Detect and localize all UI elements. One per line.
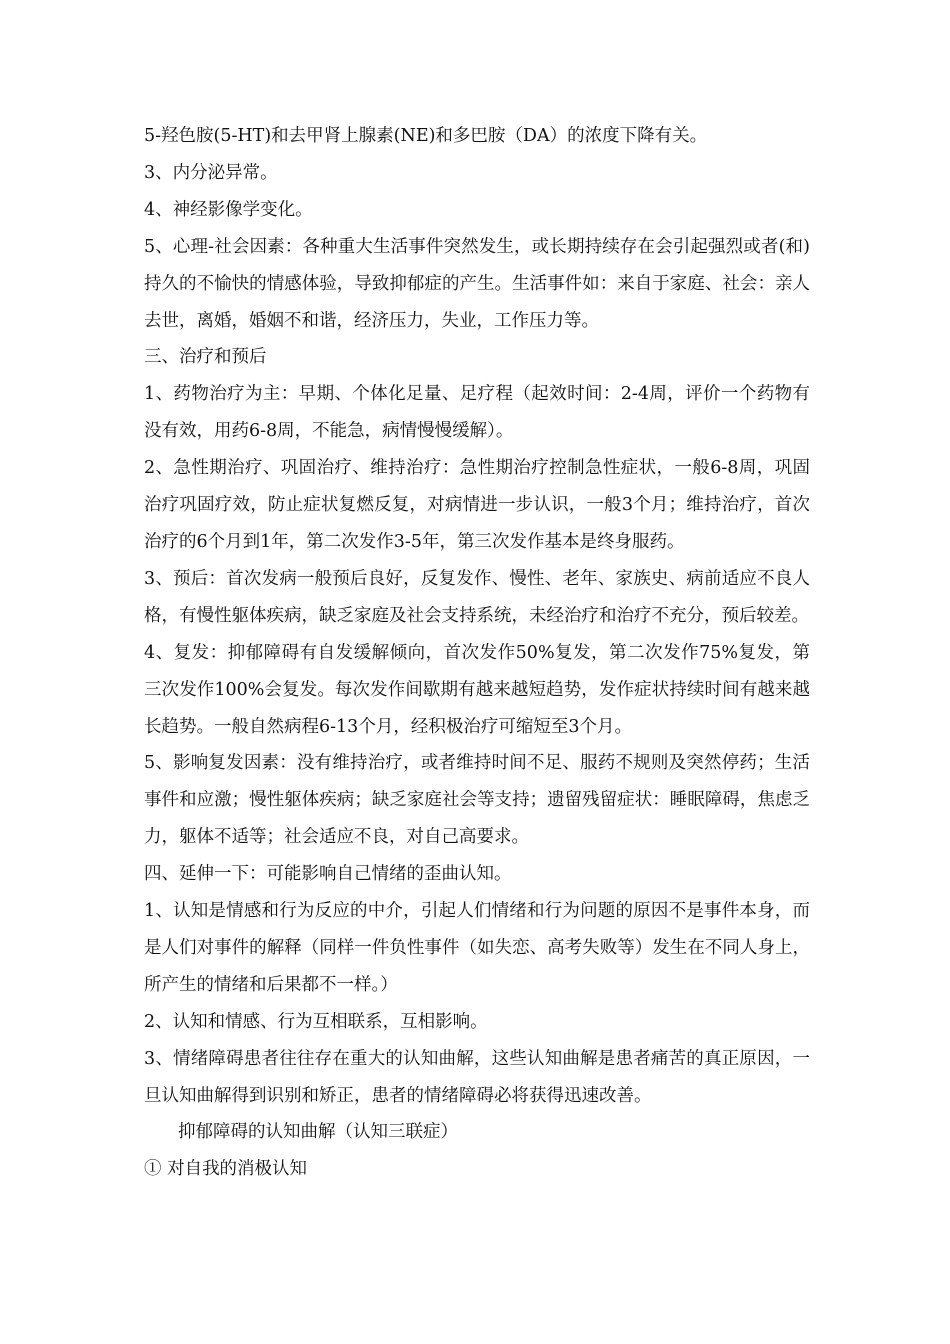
paragraph-cognition-links: 2、认知和情感、行为互相联系，互相影响。 bbox=[144, 1011, 488, 1032]
subheading-cognitive-triad: 抑郁障碍的认知曲解（认知三联症） bbox=[178, 1122, 458, 1143]
paragraph-prognosis: 3、预后：首次发病一般预后良好，反复发作、慢性、老年、家族史、病前适应不良人格，有慢性躯体疾病，缺乏家庭及社会支持系统，未经治疗和治疗不充分，预后较差。 bbox=[144, 568, 810, 626]
document-page bbox=[144, 118, 810, 1188]
section-heading-treatment: 三、治疗和预后 bbox=[144, 347, 267, 368]
paragraph-relapse: 4、复发：抑郁障碍有自发缓解倾向，首次发作50%复发，第二次发作75%复发，第三次发作100%会复发。每次发作间歇期有越来越短趋势，发作症状持续时间有越来越长趋势。一般自然病程6-13个月，经积极治疗可缩短至3个月。 bbox=[144, 642, 810, 737]
paragraph-neurotransmitters: 5-羟色胺(5-HT)和去甲肾上腺素(NE)和多巴胺（DA）的浓度下降有关。 bbox=[144, 126, 708, 146]
section-heading-cognition: 四、延伸一下：可能影响自己情绪的歪曲认知。 bbox=[144, 864, 512, 885]
paragraph-cognition-mediator: 1、认知是情感和行为反应的中介，引起人们情绪和行为问题的原因不是事件本身，而是人们对事件的解释（同样一件负性事件（如失恋、高考失败等）发生在不同人身上，所产生的情绪和后果都不一样。） bbox=[144, 901, 810, 995]
paragraph-treatment-phases: 2、急性期治疗、巩固治疗、维持治疗：急性期治疗控制急性症状，一般6-8周，巩固治疗巩固疗效，防止症状复燃反复，对病情进一步认识，一般3个月；维持治疗，首次治疗的6个月到1年，第二次发作3-5年，第三次发作基本是终身服药。 bbox=[144, 458, 810, 552]
paragraph-drug-therapy: 1、药物治疗为主：早期、个体化足量、足疗程（起效时间：2-4周，评价一个药物有没有效，用药6-8周，不能急，病情慢慢缓解）。 bbox=[144, 384, 810, 442]
list-item-negative-self: ① 对自我的消极认知 bbox=[144, 1159, 308, 1180]
paragraph-cognitive-distortion: 3、情绪障碍患者往往存在重大的认知曲解，这些认知曲解是患者痛苦的真正原因，一旦认知曲解得到识别和矫正，患者的情绪障碍必将获得迅速改善。 bbox=[144, 1048, 810, 1106]
paragraph-psychosocial: 5、心理-社会因素：各种重大生活事件突然发生，或长期持续存在会引起强烈或者(和)持久的不愉快的情感体验，导致抑郁症的产生。生活事件如：来自于家庭、社会：亲人去世，离婚，婚姻不和谐，经济压力，失业，工作压力等。 bbox=[144, 236, 810, 331]
paragraph-endocrine: 3、内分泌异常。 bbox=[144, 162, 278, 183]
paragraph-relapse-factors: 5、影响复发因素：没有维持治疗，或者维持时间不足、服药不规则及突然停药；生活事件和应激；慢性躯体疾病；缺乏家庭社会等支持；遗留残留症状：睡眠障碍，焦虑乏力，躯体不适等；社会适应不良，对自己高要求。 bbox=[144, 753, 810, 848]
paragraph-neuroimaging: 4、神经影像学变化。 bbox=[144, 199, 313, 220]
